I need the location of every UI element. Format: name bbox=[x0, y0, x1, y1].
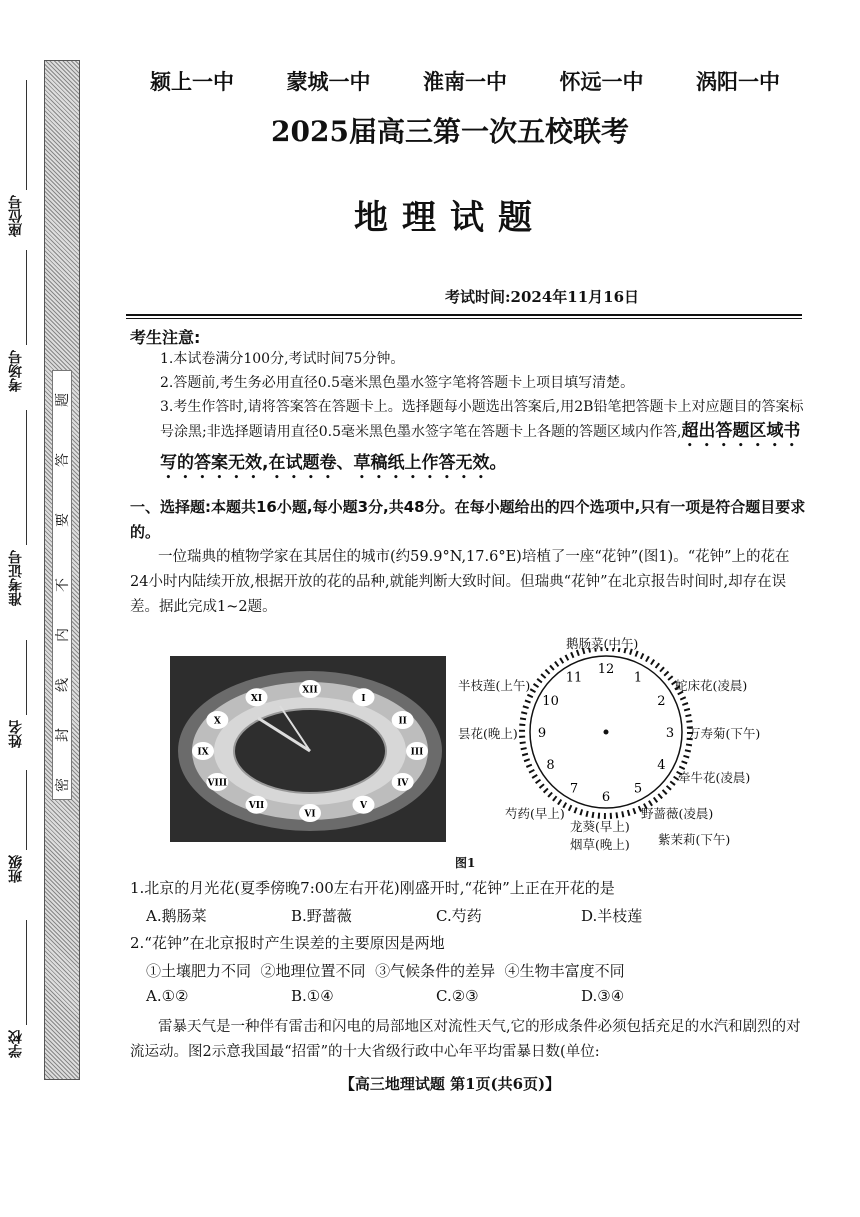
school-label: 学校 bbox=[8, 1030, 24, 1058]
option: B.①④ bbox=[291, 987, 334, 1005]
school-names bbox=[150, 66, 780, 96]
note-item bbox=[160, 395, 808, 483]
seat-label: 座位号 bbox=[8, 195, 24, 237]
roman-numeral: VII bbox=[248, 801, 265, 812]
flower-label: 烟草(晚上) bbox=[570, 837, 630, 852]
flower-label: 野蔷薇(凌晨) bbox=[641, 806, 714, 821]
class-label: 班级 bbox=[8, 855, 24, 883]
option: A.鹅肠菜 bbox=[146, 907, 207, 925]
clock-number: 9 bbox=[537, 726, 547, 741]
clock-number: 6 bbox=[601, 790, 611, 805]
question-options bbox=[146, 987, 726, 1005]
page-footer: 【高三地理试题 第1页(共6页)】 bbox=[339, 1075, 561, 1093]
subject-title: 地理试题 bbox=[354, 198, 546, 238]
question-options bbox=[146, 905, 726, 926]
flower-label: 半枝莲(上午) bbox=[458, 678, 531, 693]
roman-numeral: XII bbox=[302, 685, 318, 696]
note-item: 1.本试卷满分100分,考试时间75分钟。 bbox=[160, 351, 405, 367]
roman-numeral: II bbox=[398, 716, 407, 727]
roman-numeral: VIII bbox=[207, 778, 228, 789]
roman-numeral: III bbox=[410, 747, 424, 758]
clock-number: 7 bbox=[569, 781, 579, 797]
seal-char: 不 bbox=[55, 578, 71, 592]
roman-numeral: XI bbox=[250, 693, 263, 704]
option: B.野蔷薇 bbox=[291, 907, 352, 925]
flower-label: 紫茉莉(下午) bbox=[658, 832, 731, 847]
name-blank bbox=[26, 640, 27, 715]
clock-number: 5 bbox=[633, 781, 643, 797]
divider bbox=[126, 318, 802, 319]
divider bbox=[126, 314, 802, 316]
question-stem: 2.“花钟”在北京报时产生误差的主要原因是两地 bbox=[130, 934, 445, 952]
clock-number: 8 bbox=[546, 758, 555, 773]
flower-label: 昙花(晚上) bbox=[458, 726, 518, 741]
exam-title: 2025届高三第一次五校联考 bbox=[271, 115, 629, 148]
exam-room-label: 考场号 bbox=[8, 350, 24, 392]
seal-char: 内 bbox=[55, 628, 71, 642]
clock-center bbox=[604, 730, 609, 735]
section-heading: 一、选择题:本题共16小题,每小题3分,共48分。在每小题给出的四个选项中,只有一项是符合题目要求的。 bbox=[130, 498, 806, 541]
roman-numeral: X bbox=[213, 716, 221, 727]
school-name: 蒙城一中 bbox=[286, 70, 371, 94]
seal-char: 线 bbox=[55, 678, 71, 692]
flower-label: 龙葵(早上) bbox=[570, 819, 630, 834]
flower-label: 牵牛花(凌晨) bbox=[678, 770, 751, 785]
clock-number: 10 bbox=[542, 694, 559, 709]
flower-label: 万寿菊(下午) bbox=[688, 726, 761, 741]
question-items: ①土壤肥力不同 ②地理位置不同 ③气候条件的差异 ④生物丰富度不同 bbox=[146, 962, 625, 980]
question-stem: 1.北京的月光花(夏季傍晚7:00左右开花)刚盛开时,“花钟”上正在开花的是 bbox=[130, 879, 615, 897]
clock-number: 2 bbox=[657, 694, 666, 709]
clock-number: 3 bbox=[665, 726, 675, 741]
school-name: 颍上一中 bbox=[150, 70, 234, 94]
note-item: 2.答题前,考生务必用直径0.5毫米黑色墨水签字笔将答题卡上项目填写清楚。 bbox=[160, 375, 635, 391]
roman-numeral: IX bbox=[197, 747, 209, 758]
option: A.①② bbox=[146, 987, 189, 1005]
note-emphasis: 超出答题区域书写的答案无效,在试题卷、草稿纸上作答无效。 bbox=[160, 421, 801, 473]
passage-text: 一位瑞典的植物学家在其居住的城市(约59.9°N,17.6°E)培植了一座“花钟”(图1)。“花钟”上的花在24小时内陆续开放,根据开放的花的品种,就能判断大致时间。但瑞典“花钟”在北京报告时间时,却存在误差。据此完成1~2题。 bbox=[130, 549, 790, 615]
name-label: 姓名 bbox=[8, 720, 24, 748]
notes-title: 考生注意: bbox=[130, 328, 201, 347]
seal-char: 题 bbox=[55, 393, 71, 407]
school-name: 怀远一中 bbox=[559, 70, 644, 94]
exam-time: 考试时间:2024年11月16日 bbox=[445, 288, 640, 306]
seal-char: 要 bbox=[55, 513, 71, 527]
seal-char: 封 bbox=[55, 728, 71, 742]
flower-label: 芍药(早上) bbox=[505, 806, 565, 821]
option: C.②③ bbox=[436, 987, 479, 1005]
passage-text: 雷暴天气是一种伴有雷击和闪电的局部地区对流性天气,它的形成条件必须包括充足的水汽和剧烈的对流运动。图2示意我国最“招雷”的十大省级行政中心年平均雷暴日数(单位: bbox=[130, 1019, 801, 1060]
clock-number: 4 bbox=[657, 758, 666, 773]
ticket-blank bbox=[26, 410, 27, 545]
roman-numeral: VI bbox=[304, 809, 316, 820]
exam-room-blank bbox=[26, 250, 27, 345]
ticket-label: 准考证号 bbox=[8, 550, 24, 606]
school-name: 涡阳一中 bbox=[696, 70, 780, 94]
roman-numeral: IV bbox=[397, 778, 409, 789]
option: D.半枝莲 bbox=[581, 907, 643, 925]
class-blank bbox=[26, 770, 27, 850]
clock-number: 12 bbox=[597, 662, 615, 677]
clock-number: 1 bbox=[633, 670, 643, 686]
roman-numeral: V bbox=[360, 801, 367, 812]
roman-numeral: I bbox=[361, 693, 366, 704]
flower-label: 蛇床花(凌晨) bbox=[675, 678, 748, 693]
flower-clock-photo bbox=[170, 656, 446, 842]
note-text: 3.考生作答时,请将答案答在答题卡上。选择题每小题选出答案后,用2B铅笔把答题卡上对应题目的答案标号涂黑;非选择题请用直径0.5毫米黑色墨水签字笔在答题卡上各题的答题区域内作答, bbox=[160, 399, 804, 440]
clock-number: 11 bbox=[565, 670, 583, 686]
option: C.芍药 bbox=[436, 907, 482, 925]
flower-label: 鹅肠菜(中午) bbox=[566, 636, 639, 651]
school-name: 淮南一中 bbox=[423, 70, 507, 94]
seal-char: 答 bbox=[55, 453, 71, 467]
school-blank bbox=[26, 920, 27, 1025]
figure-caption: 图1 bbox=[455, 856, 476, 870]
flower-clock-photo-graphic bbox=[170, 656, 446, 842]
seal-char: 密 bbox=[55, 778, 71, 792]
option: D.③④ bbox=[581, 987, 625, 1005]
